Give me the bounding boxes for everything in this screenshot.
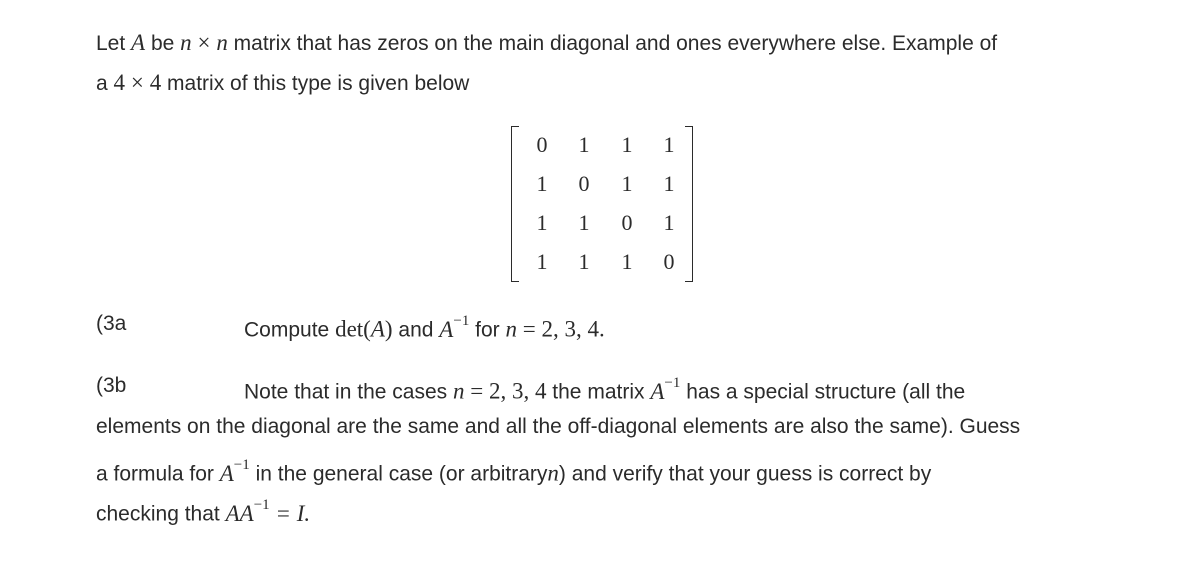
matrix-cell: 1 <box>578 249 590 274</box>
matrix-cell: 1 <box>621 249 633 274</box>
inverse-expression: $A^{-1}$ <box>650 375 681 404</box>
part-b-label: (3b <box>96 374 127 397</box>
four-symbol: 4 <box>149 70 162 95</box>
inverse-expression: $A^{-1}$ <box>219 457 250 486</box>
part-a-text <box>244 310 605 345</box>
n-symbol: n <box>216 30 228 55</box>
intro-text: matrix that has zeros on the main diagonal and ones everywhere else. Example of <box>233 32 998 55</box>
intro-text: a <box>96 72 108 95</box>
part-a-label: (3a <box>96 312 127 335</box>
matrix-cell: 0 <box>536 132 548 157</box>
matrix-right-bracket <box>685 126 693 282</box>
intro-line-2 <box>96 69 469 98</box>
matrix-cell: 1 <box>621 171 633 196</box>
n-range-expression: n = 2, 3, 4. <box>505 316 605 342</box>
part-b-line-2: elements on the diagonal are the same and all the off-diagonal elements are also the same). Guess <box>96 415 1021 438</box>
four-symbol: 4 <box>113 70 126 95</box>
part-a-compute: Compute <box>244 318 330 342</box>
n-symbol: n <box>180 30 192 55</box>
part-b-text: ) and verify that your guess is correct by <box>558 462 932 486</box>
part-a-and: and <box>398 318 434 342</box>
part-b-text: has a special structure (all the <box>686 380 966 404</box>
example-matrix <box>511 126 693 282</box>
det-expression: det(A) <box>335 316 393 342</box>
n-symbol: n <box>547 460 559 486</box>
intro-line-1 <box>96 29 997 58</box>
identity-check-expression: $AA^{-1} = I$. <box>225 497 311 526</box>
part-b-text: checking that <box>96 502 220 526</box>
matrix-cell: 1 <box>663 132 675 157</box>
matrix-cell: 1 <box>536 210 548 235</box>
part-b-text: a formula for <box>96 462 214 486</box>
intro-text: be <box>150 32 175 55</box>
intro-text: matrix of this type is given below <box>167 72 470 95</box>
part-b-line-4 <box>96 494 310 529</box>
inverse-expression: $A^{-1}$ <box>439 313 470 342</box>
matrix-cell: 1 <box>663 210 675 235</box>
part-b-text: Note that in the cases <box>244 380 448 404</box>
matrix-cell: 0 <box>621 210 633 235</box>
matrix-cell: 1 <box>536 171 548 196</box>
times-symbol: × <box>197 30 211 55</box>
times-symbol: × <box>130 70 144 95</box>
part-b-text: the matrix <box>552 380 645 404</box>
part-a-for: for <box>475 318 500 342</box>
matrix-cell: 1 <box>578 132 590 157</box>
matrix-cell: 1 <box>621 132 633 157</box>
matrix-cell: 0 <box>578 171 590 196</box>
matrix-cell: 1 <box>578 210 590 235</box>
matrix-left-bracket <box>511 126 519 282</box>
matrix-symbol: A <box>131 30 146 55</box>
part-b-line-1 <box>244 372 965 407</box>
part-b-line-3 <box>96 454 931 489</box>
matrix-cell: 1 <box>536 249 548 274</box>
matrix-cell: 0 <box>663 249 675 274</box>
n-range-expression: n = 2, 3, 4 <box>452 378 547 404</box>
intro-text: Let <box>96 32 126 55</box>
part-b-text: in the general case (or arbitrary <box>255 462 548 486</box>
matrix-cell: 1 <box>663 171 675 196</box>
